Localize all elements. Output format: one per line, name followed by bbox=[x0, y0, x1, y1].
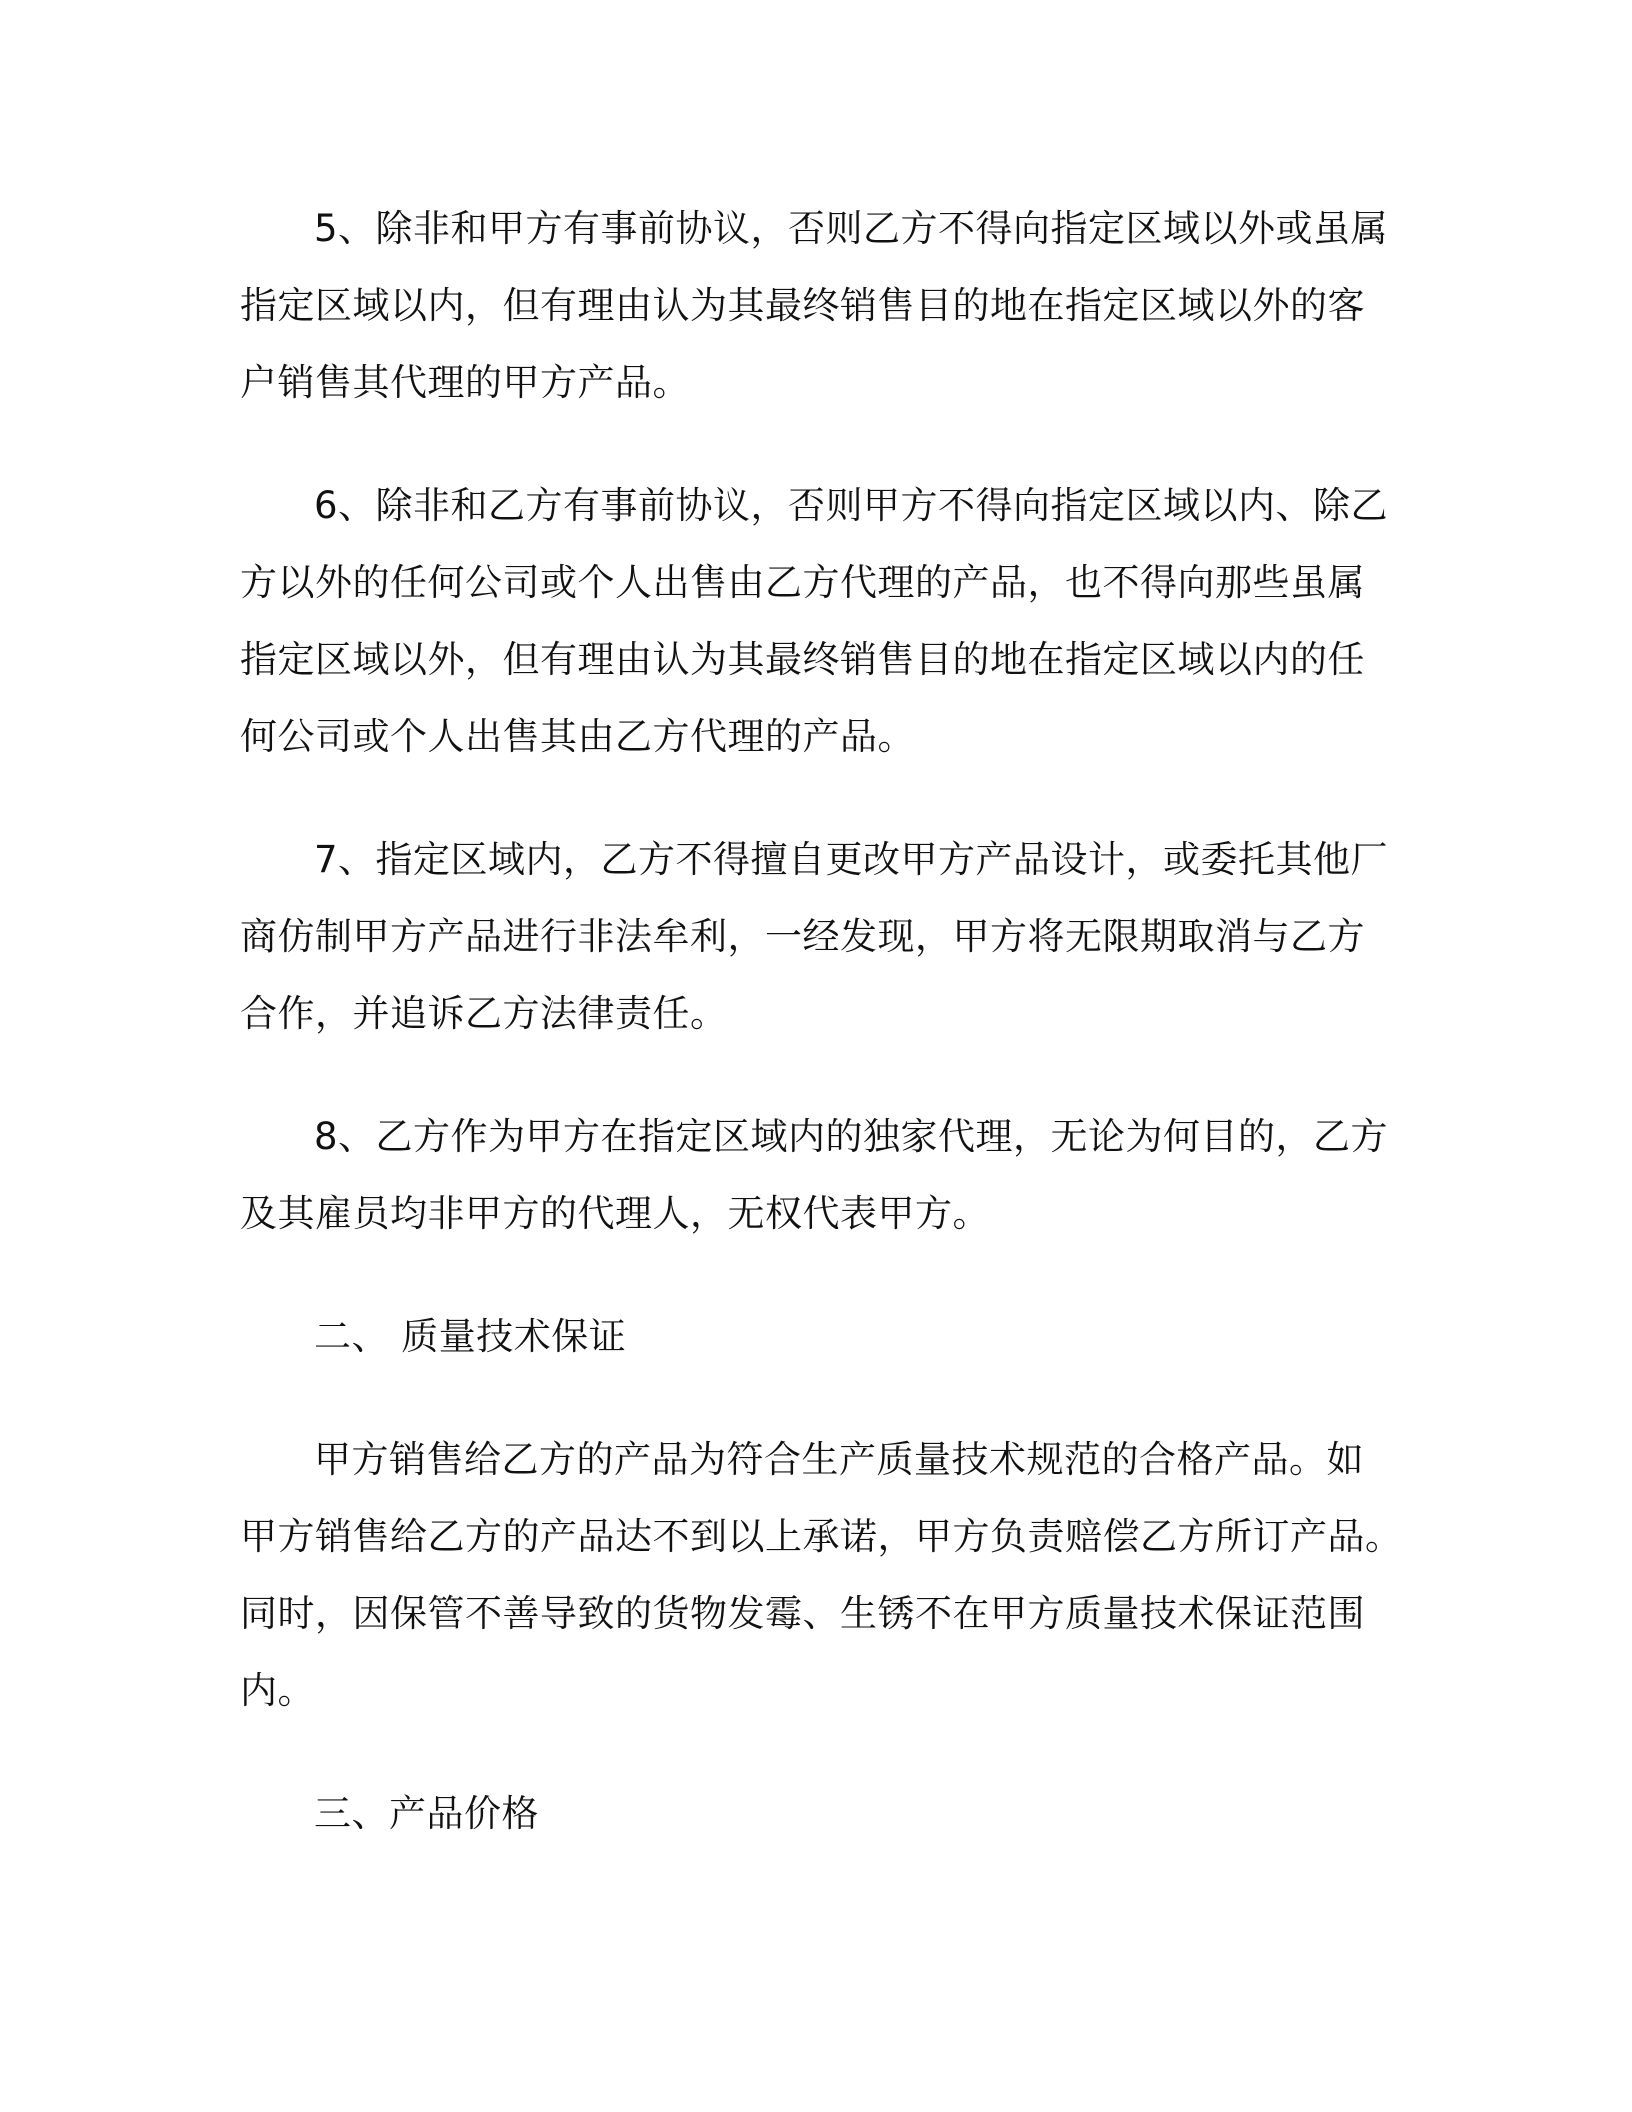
text-line: 方以外的任何公司或个人出售由乙方代理的产品，也不得向那些虽属 bbox=[240, 561, 1365, 604]
text-line: 甲方销售给乙方的产品为符合生产质量技术规范的合格产品。如 bbox=[314, 1438, 1364, 1481]
text-line: 商仿制甲方产品进行非法牟利，一经发现，甲方将无限期取消与乙方 bbox=[240, 915, 1365, 958]
text-line: 甲方销售给乙方的产品达不到以上承诺，甲方负责赔偿乙方所订产品。 bbox=[240, 1515, 1403, 1558]
clause-7-paragraph bbox=[240, 821, 1390, 1052]
document-page bbox=[240, 190, 1403, 1898]
section-3-heading bbox=[240, 1775, 1390, 1852]
text-line: 何公司或个人出售其由乙方代理的产品。 bbox=[240, 715, 915, 758]
section-heading: 二、 质量技术保证 bbox=[314, 1315, 627, 1358]
clause-6-paragraph bbox=[240, 467, 1390, 775]
quality-guarantee-paragraph bbox=[240, 1421, 1403, 1729]
text-line: 8、乙方作为甲方在指定区域内的独家代理，无论为何目的，乙方 bbox=[314, 1115, 1389, 1158]
text-line: 5、除非和甲方有事前协议，否则乙方不得向指定区域以外或虽属 bbox=[314, 207, 1389, 250]
clause-5-paragraph bbox=[240, 190, 1390, 421]
section-2-heading bbox=[240, 1298, 1390, 1375]
text-line: 及其雇员均非甲方的代理人，无权代表甲方。 bbox=[240, 1192, 990, 1235]
text-line: 6、除非和乙方有事前协议，否则甲方不得向指定区域以内、除乙 bbox=[314, 484, 1389, 527]
text-line: 7、指定区域内，乙方不得擅自更改甲方产品设计，或委托其他厂 bbox=[314, 838, 1389, 881]
text-line: 同时，因保管不善导致的货物发霉、生锈不在甲方质量技术保证范围 bbox=[240, 1592, 1365, 1635]
text-line: 合作，并追诉乙方法律责任。 bbox=[240, 992, 728, 1035]
section-heading: 三、产品价格 bbox=[314, 1792, 539, 1835]
text-line: 内。 bbox=[240, 1669, 315, 1712]
text-line: 户销售其代理的甲方产品。 bbox=[240, 361, 690, 404]
text-line: 指定区域以外，但有理由认为其最终销售目的地在指定区域以内的任 bbox=[240, 638, 1365, 681]
clause-8-paragraph bbox=[240, 1098, 1390, 1252]
text-line: 指定区域以内，但有理由认为其最终销售目的地在指定区域以外的客 bbox=[240, 284, 1365, 327]
